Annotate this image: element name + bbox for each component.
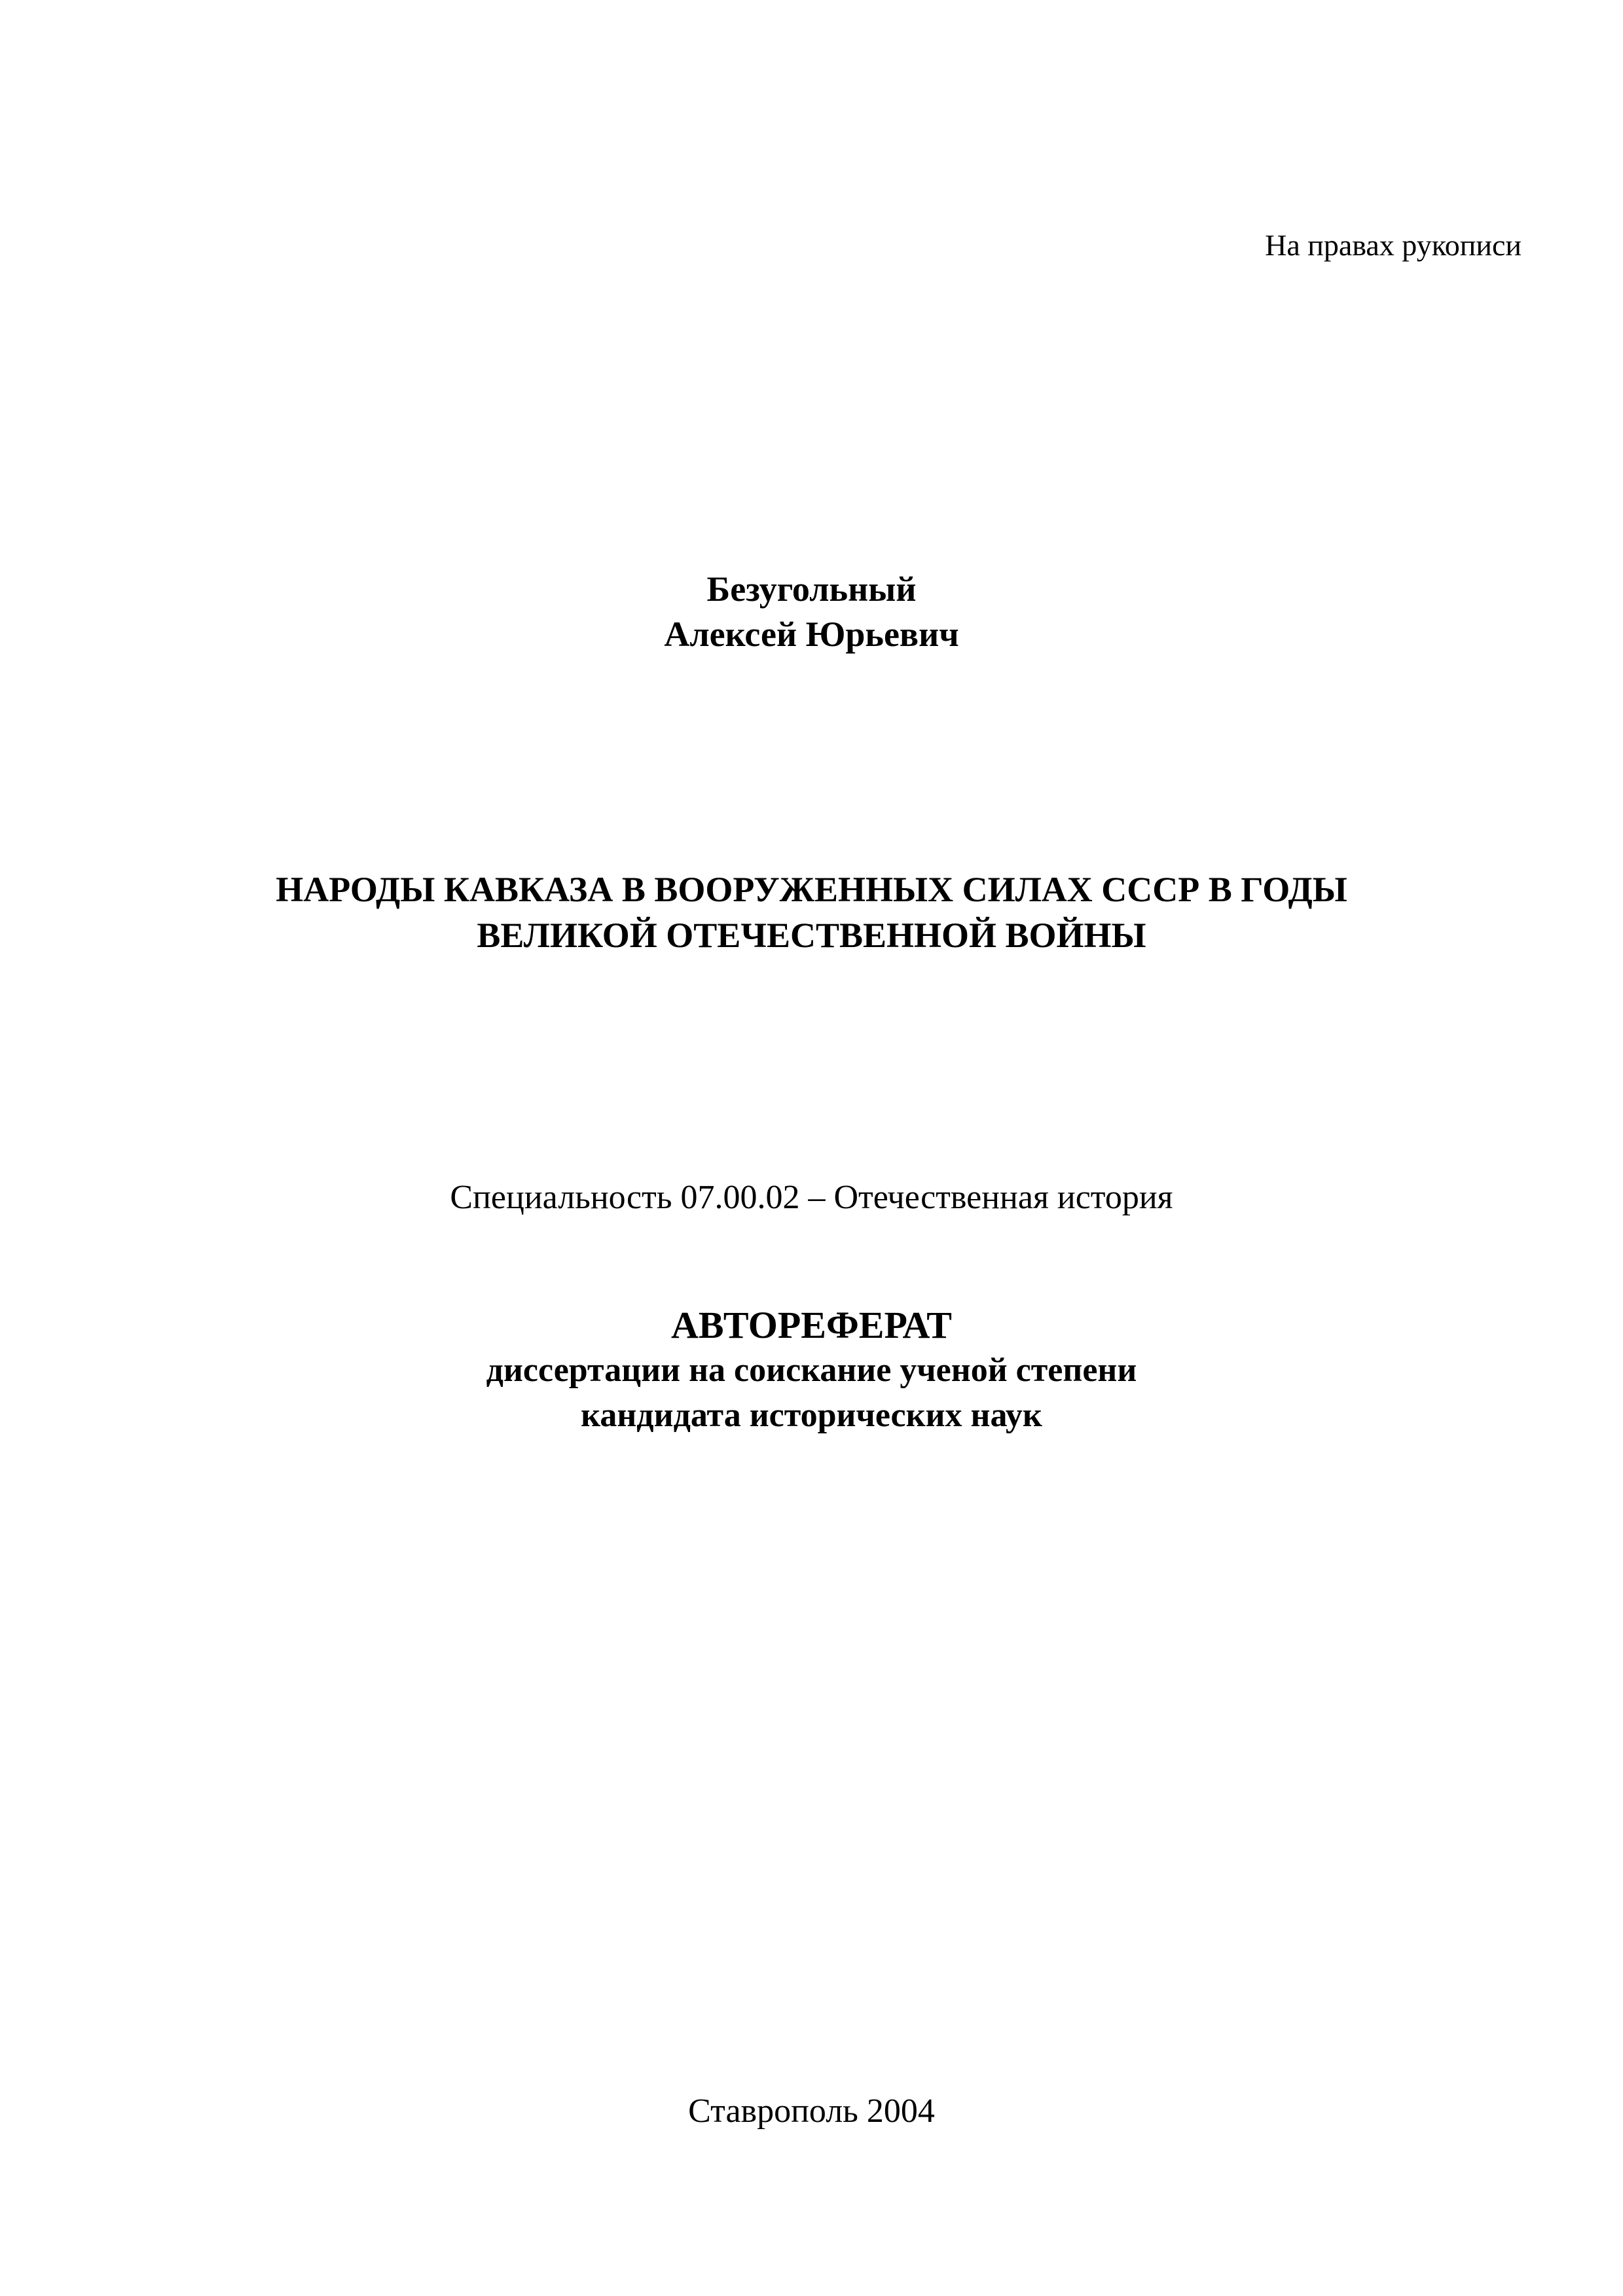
abstract-subtitle-line-2: кандидата исторических наук [581, 1397, 1042, 1434]
place-and-year: Ставрополь 2004 [688, 2092, 935, 2130]
dissertation-title-line-2: ВЕЛИКОЙ ОТЕЧЕСТВЕННОЙ ВОЙНЫ [477, 916, 1146, 955]
manuscript-rights-note: На правах рукописи [1265, 228, 1522, 262]
dissertation-title-line-1: НАРОДЫ КАВКАЗА В ВООРУЖЕННЫХ СИЛАХ СССР В ГОДЫ [276, 870, 1347, 909]
abstract-heading: АВТОРЕФЕРАТ [671, 1304, 952, 1346]
author-given-names: Алексей Юрьевич [664, 615, 959, 654]
abstract-subtitle-line-1: диссертации на соискание ученой степени [486, 1352, 1137, 1389]
author-surname: Безугольный [706, 569, 917, 609]
specialty-line: Специальность 07.00.02 – Отечественная история [450, 1179, 1173, 1216]
